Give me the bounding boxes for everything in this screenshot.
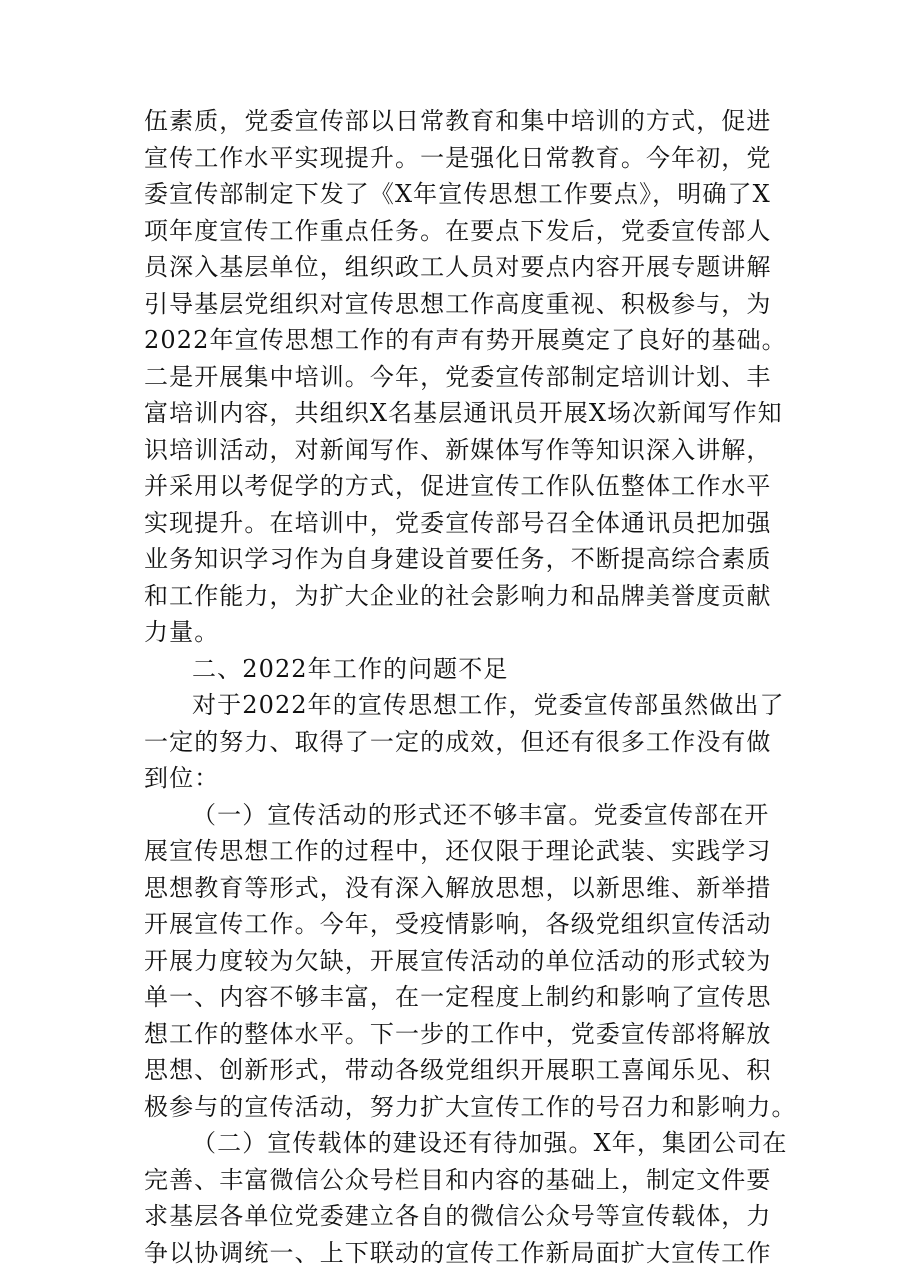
document-line: 力量。 xyxy=(144,618,220,646)
document-line: 单一、内容不够丰富，在一定程度上制约和影响了宣传思 xyxy=(144,983,772,1011)
document-line: 宣传工作水平实现提升。一是强化日常教育。今年初，党 xyxy=(144,143,772,172)
document-line: 和工作能力，为扩大企业的社会影响力和品牌美誉度贡献 xyxy=(144,581,772,610)
document-line: 求基层各单位党委建立各自的微信公众号等宣传载体，力 xyxy=(144,1202,772,1230)
document-line: 2022年宣传思想工作的有声有势开展奠定了良好的基础。 xyxy=(144,326,787,354)
document-line: 思想、创新形式，带动各级党组织开展职工喜闻乐见、积 xyxy=(144,1056,772,1084)
document-body xyxy=(144,103,797,1271)
document-line: 实现提升。在培训中，党委宣传部号召全体通讯员把加强 xyxy=(144,508,772,537)
document-line: 员深入基层单位，组织政工人员对要点内容开展专题讲解 xyxy=(144,253,772,281)
document-line: 完善、丰富微信公众号栏目和内容的基础上，制定文件要 xyxy=(144,1165,772,1194)
document-line: 开展宣传工作。今年，受疫情影响，各级党组织宣传活动 xyxy=(144,910,772,938)
document-line: 争以协调统一、上下联动的宣传工作新局面扩大宣传工作 xyxy=(144,1238,772,1267)
document-line: （二）宣传载体的建设还有待加强。X年，集团公司在 xyxy=(192,1129,788,1157)
document-line: 识培训活动，对新闻写作、新媒体写作等知识深入讲解， xyxy=(144,435,772,464)
document-line: 并采用以考促学的方式，促进宣传工作队伍整体工作水平 xyxy=(144,472,772,500)
document-line: 展宣传思想工作的过程中，还仅限于理论武装、实践学习 xyxy=(144,837,772,865)
document-line: 一定的努力、取得了一定的成效，但还有很多工作没有做 xyxy=(144,727,772,756)
document-line: 想工作的整体水平。下一步的工作中，党委宣传部将解放 xyxy=(144,1019,772,1048)
document-line: 项年度宣传工作重点任务。在要点下发后，党委宣传部人 xyxy=(144,216,772,245)
document-line: 富培训内容，共组织X名基层通讯员开展X场次新闻写作知 xyxy=(144,399,783,427)
document-line: 极参与的宣传活动，努力扩大宣传工作的号召力和影响力。 xyxy=(144,1092,797,1121)
document-line: 业务知识学习作为自身建设首要任务，不断提高综合素质 xyxy=(144,545,772,573)
document-line: 到位： xyxy=(144,764,220,792)
document-line: 对于2022年的宣传思想工作，党委宣传部虽然做出了 xyxy=(192,691,785,719)
document-line: 委宣传部制定下发了《X年宣传思想工作要点》，明确了X xyxy=(144,180,771,208)
document-line: 二是开展集中培训。今年，党委宣传部制定培训计划、丰 xyxy=(144,362,772,391)
document-line: 二、2022年工作的问题不足 xyxy=(192,654,509,683)
document-line: 引导基层党组织对宣传思想工作高度重视、积极参与，为 xyxy=(144,289,772,318)
document-line: （一）宣传活动的形式还不够丰富。党委宣传部在开 xyxy=(192,800,770,829)
document-line: 思想教育等形式，没有深入解放思想，以新思维、新举措 xyxy=(144,873,772,902)
document-line: 开展力度较为欠缺，开展宣传活动的单位活动的形式较为 xyxy=(144,946,772,975)
document-line: 伍素质，党委宣传部以日常教育和集中培训的方式，促进 xyxy=(144,107,772,135)
